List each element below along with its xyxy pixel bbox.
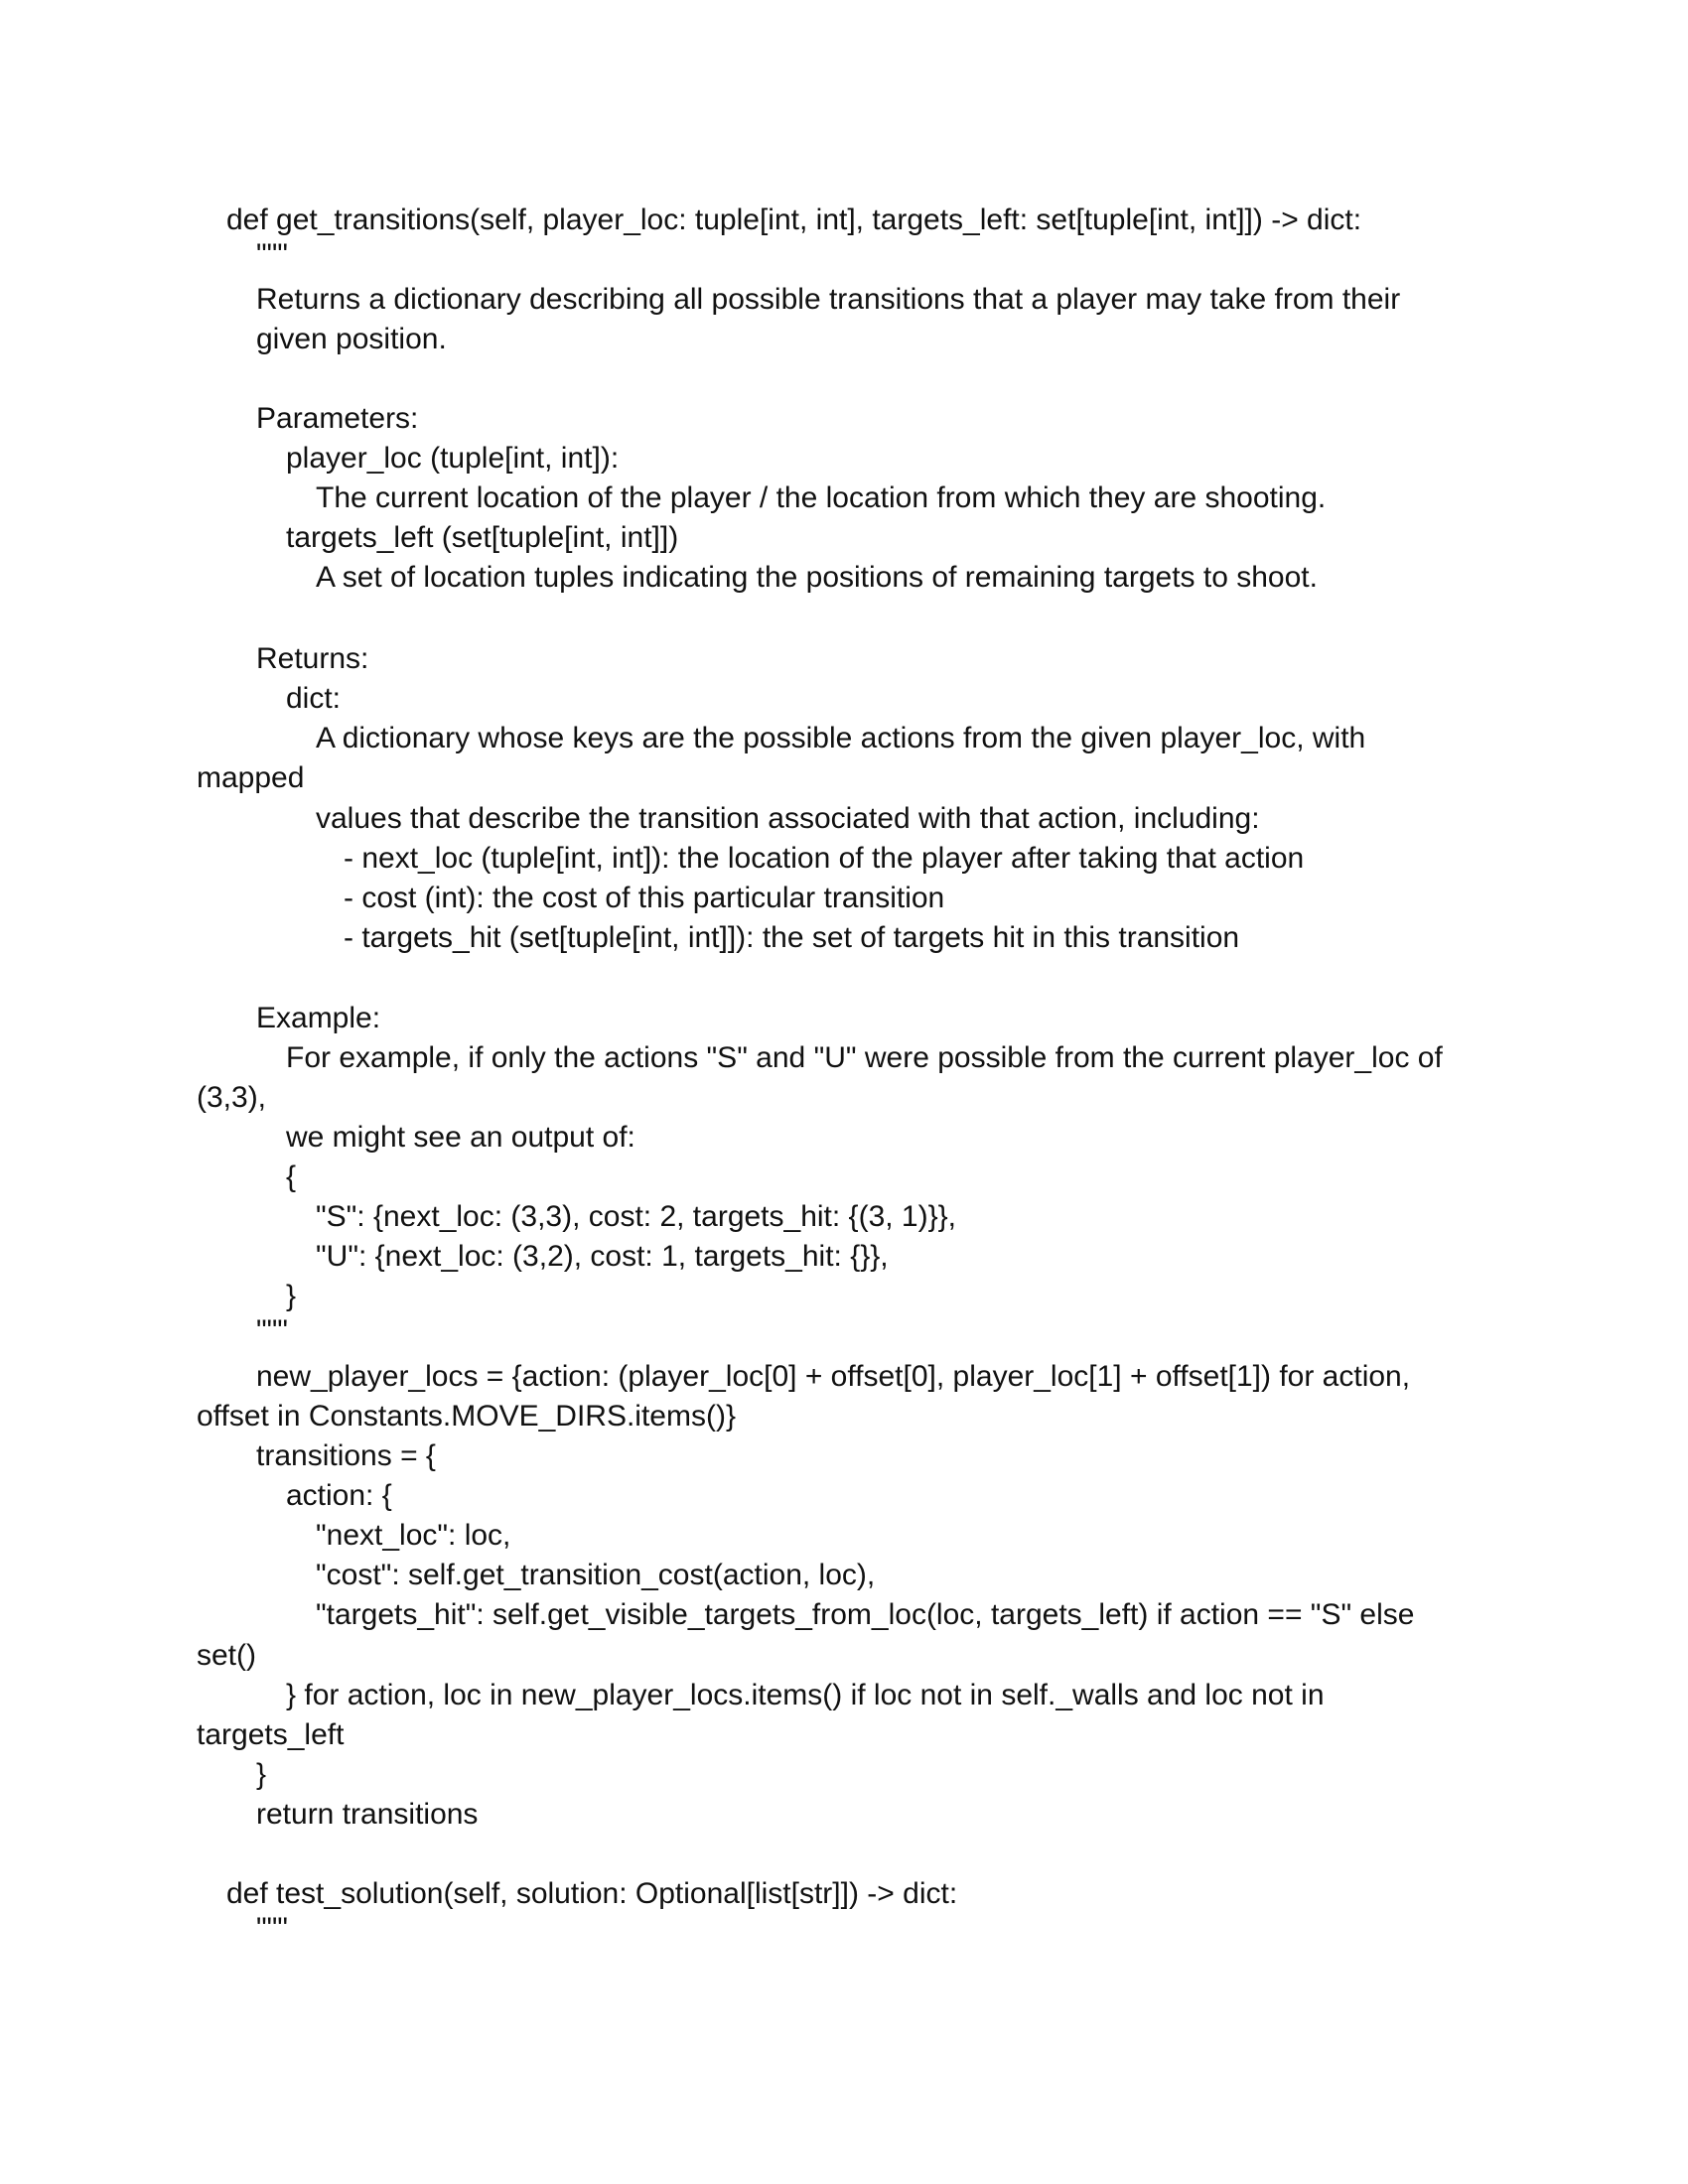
code-line: def get_transitions(self, player_loc: tuple[int, int], targets_left: set[tuple[int, int]]) -> dict: [226, 204, 1362, 236]
code-line: "cost": self.get_transition_cost(action, loc), [316, 1559, 876, 1591]
code-line: return transitions [256, 1798, 479, 1831]
code-line: player_loc (tuple[int, int]): [286, 442, 620, 475]
code-line: targets_left (set[tuple[int, int]]) [286, 521, 679, 554]
code-line: - cost (int): the cost of this particular transition [344, 882, 945, 914]
code-line: "S": {next_loc: (3,3), cost: 2, targets_hit: {(3, 1)}}, [316, 1200, 956, 1233]
code-line: (3,3), [197, 1081, 267, 1114]
code-line: } for action, loc in new_player_locs.items() if loc not in self._walls and loc not in [286, 1679, 1325, 1711]
code-line: """ [256, 1912, 288, 1945]
code-line: Returns: [256, 642, 369, 675]
code-line: } [286, 1280, 297, 1312]
code-line: Returns a dictionary describing all possible transitions that a player may take from their [256, 283, 1401, 316]
code-line: we might see an output of: [286, 1121, 635, 1154]
code-line: """ [256, 238, 288, 271]
code-line: For example, if only the actions "S" and "U" were possible from the current player_loc of [286, 1041, 1443, 1074]
code-line: The current location of the player / the location from which they are shooting. [316, 481, 1327, 514]
code-line: offset in Constants.MOVE_DIRS.items()} [197, 1400, 736, 1433]
code-line: new_player_locs = {action: (player_loc[0] + offset[0], player_loc[1] + offset[1]) for action, [256, 1360, 1411, 1393]
code-line: values that describe the transition associated with that action, including: [316, 802, 1260, 835]
code-line: targets_left [197, 1718, 345, 1751]
code-line: A dictionary whose keys are the possible actions from the given player_loc, with [316, 722, 1366, 754]
code-line: set() [197, 1639, 256, 1672]
code-line: transitions = { [256, 1439, 436, 1472]
code-line: } [256, 1758, 267, 1791]
code-line: "targets_hit": self.get_visible_targets_from_loc(loc, targets_left) if action == "S" else [316, 1598, 1415, 1631]
code-line: "next_loc": loc, [316, 1519, 511, 1552]
code-line: def test_solution(self, solution: Optional[list[str]]) -> dict: [226, 1877, 958, 1910]
code-line: action: { [286, 1479, 392, 1512]
code-line: A set of location tuples indicating the positions of remaining targets to shoot. [316, 561, 1318, 594]
code-line: - targets_hit (set[tuple[int, int]]): the set of targets hit in this transition [344, 921, 1240, 954]
code-line: Parameters: [256, 402, 419, 435]
code-line: """ [256, 1314, 288, 1347]
code-line: Example: [256, 1002, 381, 1034]
code-line: { [286, 1160, 297, 1193]
code-line: dict: [286, 682, 342, 715]
code-line: given position. [256, 323, 447, 355]
code-line: "U": {next_loc: (3,2), cost: 1, targets_hit: {}}, [316, 1240, 889, 1273]
code-line: mapped [197, 761, 305, 794]
code-line: - next_loc (tuple[int, int]): the location of the player after taking that action [344, 842, 1305, 875]
